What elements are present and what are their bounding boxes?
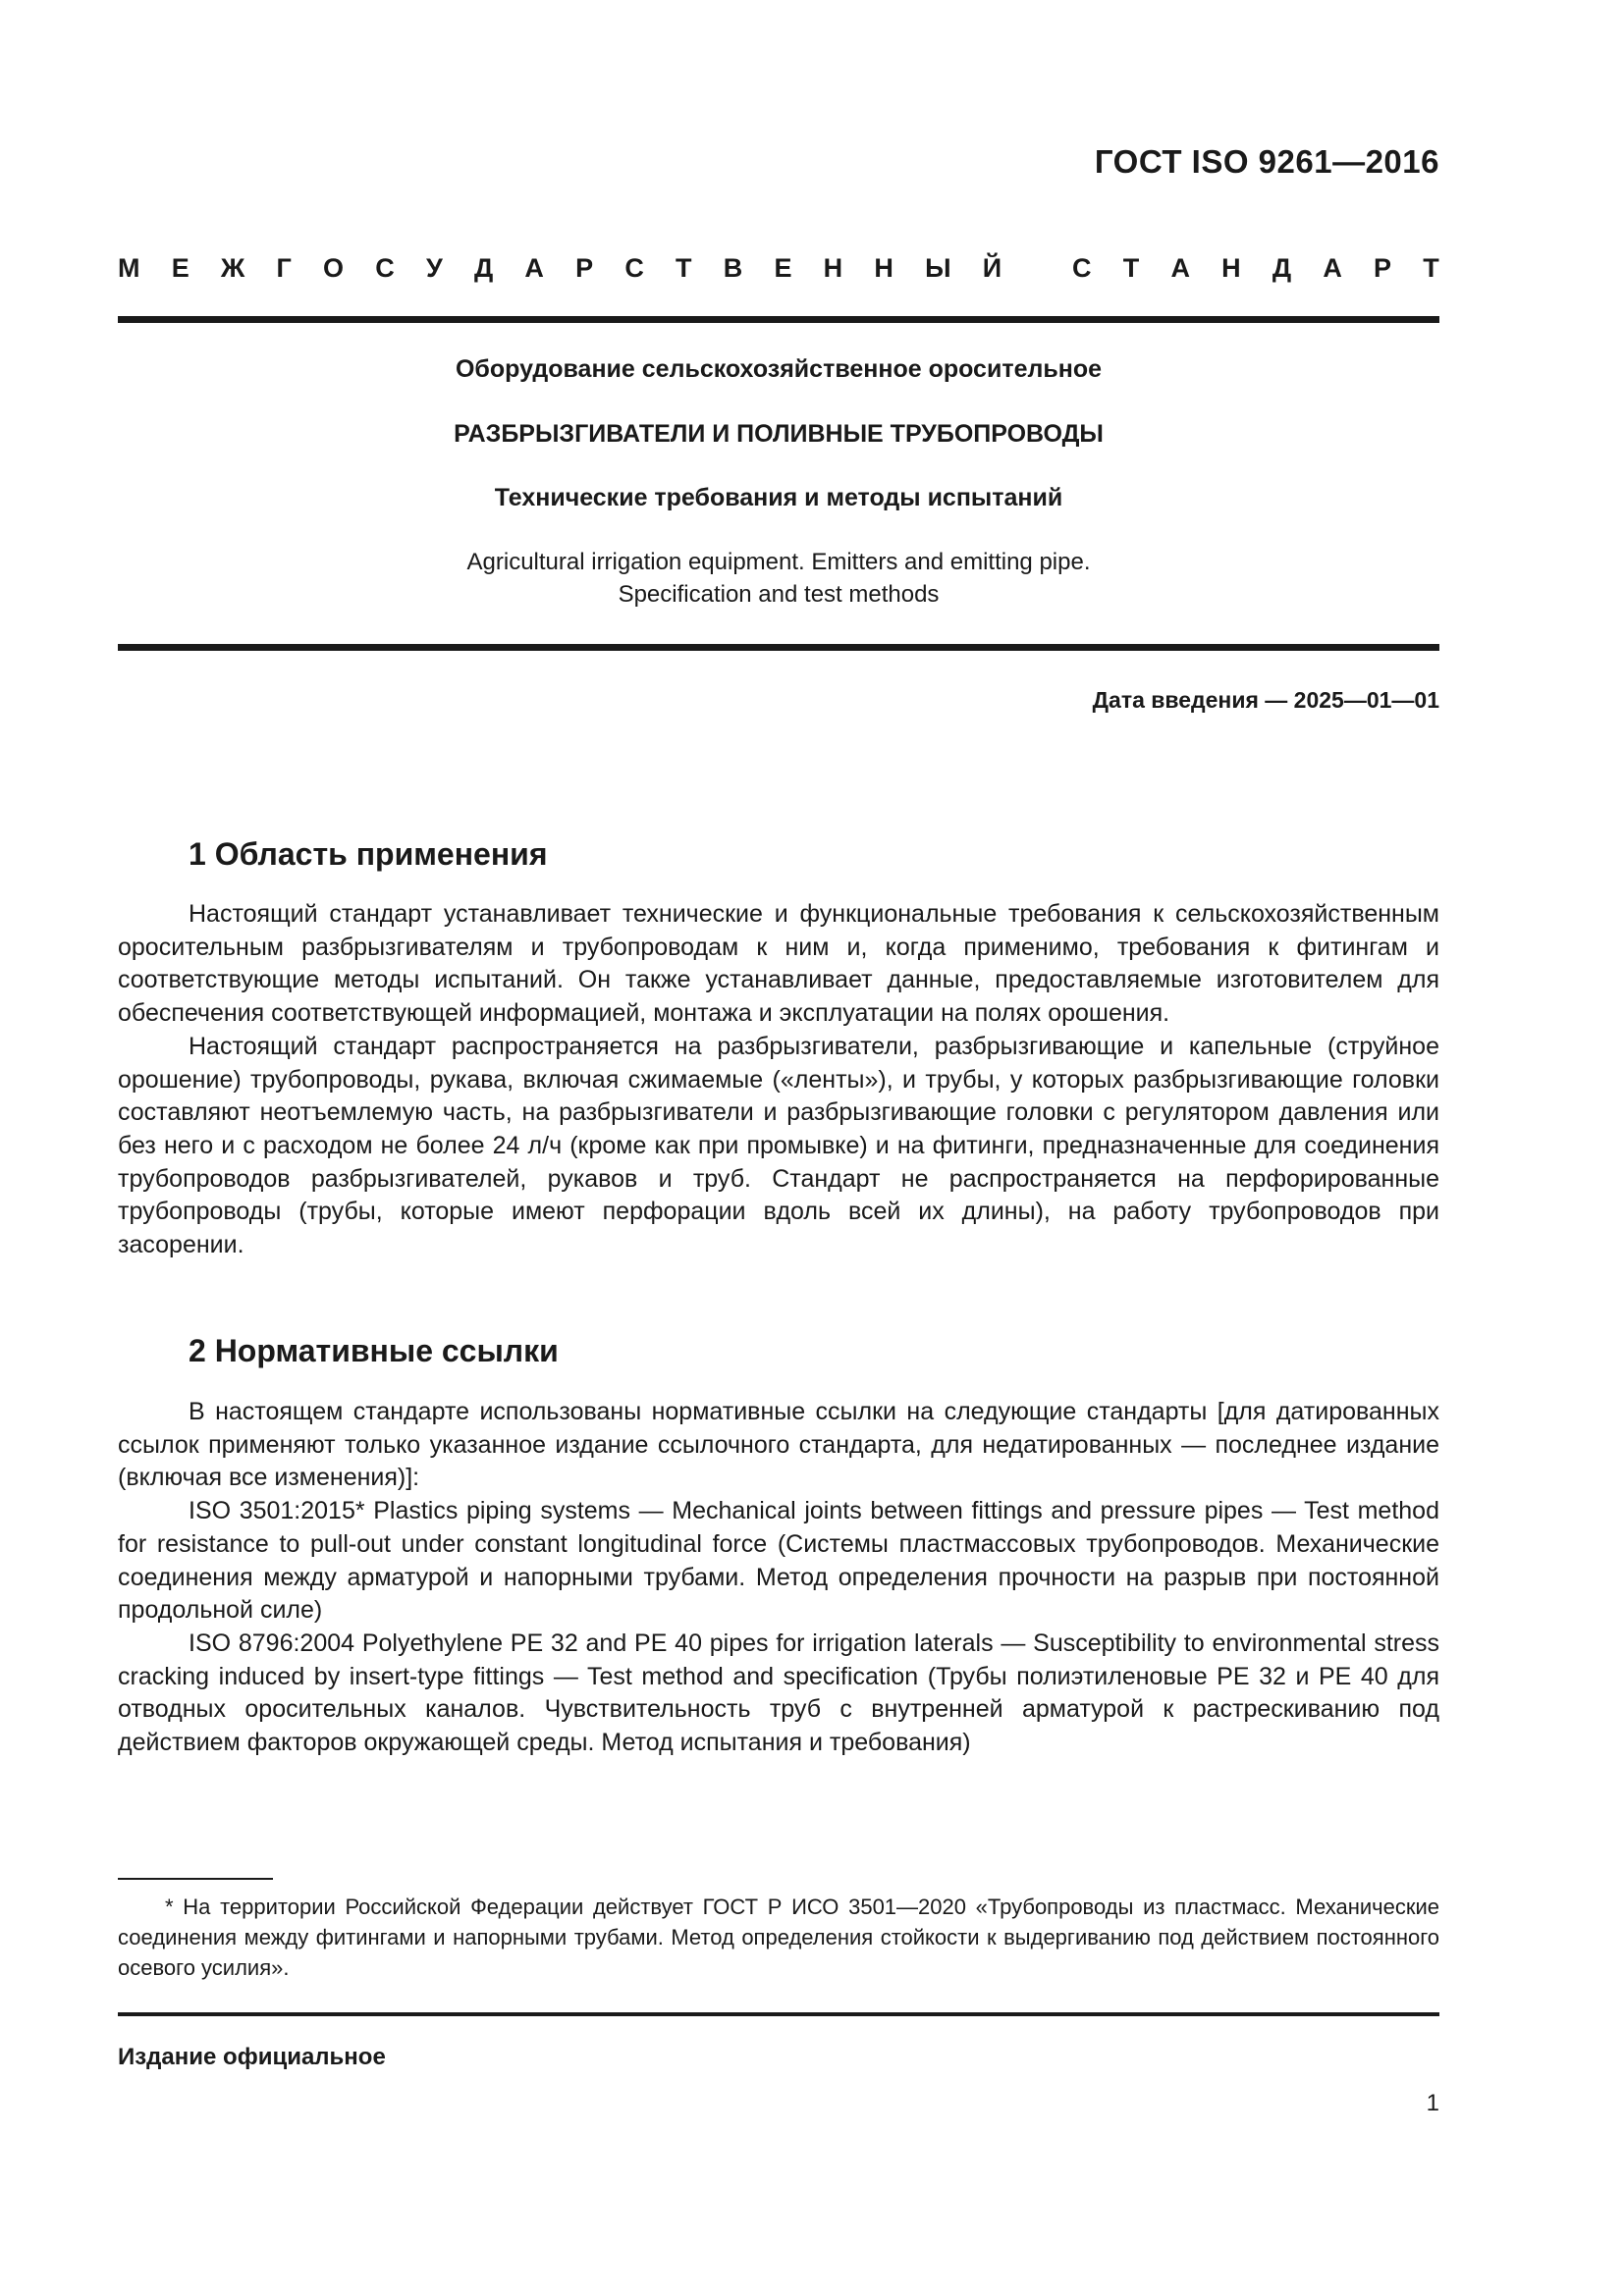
banner-letter: Т <box>676 253 692 283</box>
banner-letter: Ы <box>925 253 951 283</box>
section-heading: 2 Нормативные ссылки <box>189 1333 559 1368</box>
page-number: 1 <box>1426 2090 1439 2116</box>
section-body <box>118 898 1439 1262</box>
banner-letter: У <box>425 253 443 283</box>
document-code: ГОСТ ISO 9261—2016 <box>1094 143 1439 180</box>
banner-letter: А <box>1170 253 1190 283</box>
paragraph: В настоящем стандарте использованы нормативные ссылки на следующие стандарты [для датированных ссылок применяют только указанное издание ссылочного стандарта, для недатированных — последнее издание (включая все изменения)]: <box>118 1398 1439 1492</box>
banner-letter: Г <box>276 253 292 283</box>
banner-letter: Р <box>1374 253 1392 283</box>
edition-label: Издание официальное <box>118 2044 386 2070</box>
footer-divider <box>118 2012 1439 2016</box>
banner-letter: А <box>524 253 544 283</box>
paragraph: Настоящий стандарт распространяется на разбрызгиватели, разбрызгивающие и капельные (струйное орошение) трубопроводы, рукава, включая сжимаемые («ленты»), и трубы, у которых разбрызгивающие головки составляют неотъемлемую часть, на разбрызгиватели и разбрызгивающие головки с регулятором давления или без него и с расходом не более 24 л/ч (кроме как при промывке) и на фитинги, предназначенные для соединения трубопроводов разбрызгивателей, рукавов и труб. Стандарт не распространяется на перфорированные трубопроводы (трубы, которые имеют перфорации вдоль всей их длины), на работу трубопроводов при засорении. <box>118 1032 1439 1259</box>
banner-letter: Й <box>982 253 1002 283</box>
banner-gap <box>1033 253 1041 284</box>
banner-letter: Н <box>823 253 843 283</box>
section-body <box>118 1396 1439 1760</box>
banner-letter: М <box>118 253 140 283</box>
footnote-divider <box>118 1878 273 1880</box>
introduction-date: Дата введения — 2025—01—01 <box>1092 687 1439 713</box>
title-english-line: Specification and test methods <box>618 581 940 608</box>
banner-letter: Д <box>473 253 494 283</box>
banner-letter: С <box>1072 253 1092 283</box>
document-page <box>118 0 1439 2296</box>
title-divider <box>118 644 1439 651</box>
banner-letter: А <box>1323 253 1342 283</box>
title-english <box>118 546 1439 611</box>
banner-letter: С <box>375 253 395 283</box>
paragraph: Настоящий стандарт устанавливает технические и функциональные требования к сельскохозяйственным оросительным разбрызгивателям и трубопроводам к ним и, когда применимо, требования к фитингам и соответствующие методы испытаний. Он также устанавливает данные, предоставляемые изготовителем для обеспечения соответствующей информацией, монтажа и эксплуатации на полях орошения. <box>118 900 1439 1028</box>
banner-letter: Н <box>1221 253 1241 283</box>
title-english-line: Agricultural irrigation equipment. Emitters and emitting pipe. <box>466 549 1091 575</box>
footnote: * На территории Российской Федерации действует ГОСТ Р ИСО 3501—2020 «Трубопроводы из пластмасс. Механические соединения между фитингами и напорными трубами. Метод определения стойкости к выдергиванию под действием постоянного осевого усилия». <box>118 1895 1439 1980</box>
title-category: Оборудование сельскохозяйственное оросительное <box>455 355 1103 383</box>
reference-item: ISO 8796:2004 Polyethylene PE 32 and PE 40 pipes for irrigation laterals — Susceptibility to environmental stress cracking induced by insert-type fittings — Test method and specification (Трубы полиэтиленовые PE 32 и PE 40 для отводных оросительных каналов. Чувствительность труб с внутренней арматурой к растрескиванию под действием факторов окружающей среды. Метод испытания и требования) <box>118 1629 1439 1757</box>
banner-letter: Е <box>774 253 792 283</box>
title-main: РАЗБРЫЗГИВАТЕЛИ И ПОЛИВНЫЕ ТРУБОПРОВОДЫ <box>454 420 1104 448</box>
banner-letter: Д <box>1272 253 1292 283</box>
banner-letter: Т <box>1423 253 1439 283</box>
banner-letter: Р <box>575 253 594 283</box>
standard-banner <box>118 253 1439 284</box>
reference-item: ISO 3501:2015* Plastics piping systems — Mechanical joints between fittings and pressure pipes — Test method for resistance to pull-out under constant longitudinal force (Системы пластмассовых трубопроводов. Механические соединения между арматурой и напорными трубами. Метод определения прочности на разрыв при постоянной продольной силе) <box>118 1497 1439 1625</box>
section-heading: 1 Область применения <box>189 836 548 872</box>
banner-letter: Ж <box>220 253 245 283</box>
banner-letter: В <box>723 253 743 283</box>
banner-letter: С <box>624 253 644 283</box>
title-subtitle: Технические требования и методы испытаний <box>494 484 1063 511</box>
banner-letter: Т <box>1122 253 1140 283</box>
banner-letter: О <box>323 253 345 283</box>
banner-letter: Е <box>171 253 189 283</box>
top-divider <box>118 316 1439 323</box>
banner-letter: Н <box>874 253 893 283</box>
